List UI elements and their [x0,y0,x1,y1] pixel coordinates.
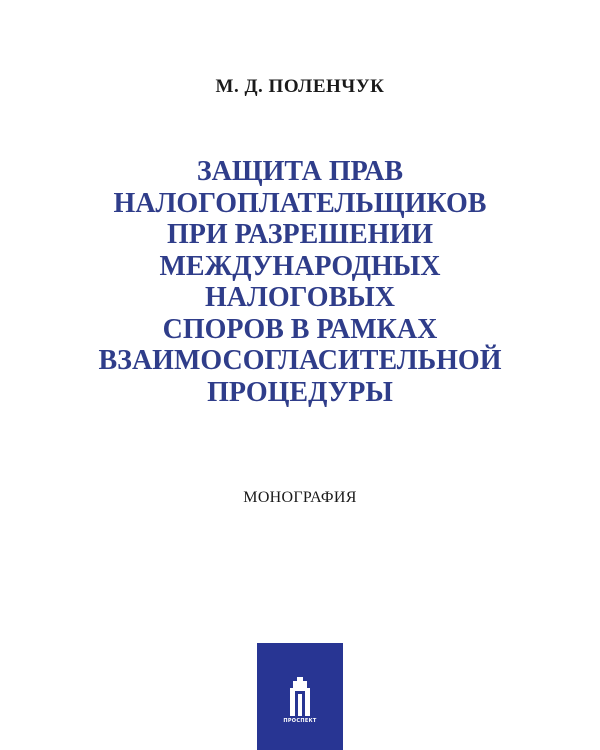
title-line: ВЗАИМОСОГЛАСИТЕЛЬНОЙ [98,345,502,376]
book-title [40,156,560,408]
author-name: М. Д. ПОЛЕНЧУК [215,76,385,97]
publisher-logo-block [257,643,343,750]
building-logo-icon [287,676,313,716]
title-line: ЗАЩИТА ПРАВ [196,156,404,187]
title-line: ПРИ РАЗРЕШЕНИИ [166,219,434,250]
genre-label: МОНОГРАФИЯ [243,489,357,506]
title-line: СПОРОВ В РАМКАХ [162,313,438,345]
title-line: НАЛОГОВЫХ [205,282,395,313]
title-line: НАЛОГОПЛАТЕЛЬЩИКОВ [113,187,487,219]
title-line: ПРОЦЕДУРЫ [207,376,393,408]
publisher-name: ПРОСПЕКТ [283,718,317,724]
title-line: МЕЖДУНАРОДНЫХ [159,250,441,282]
